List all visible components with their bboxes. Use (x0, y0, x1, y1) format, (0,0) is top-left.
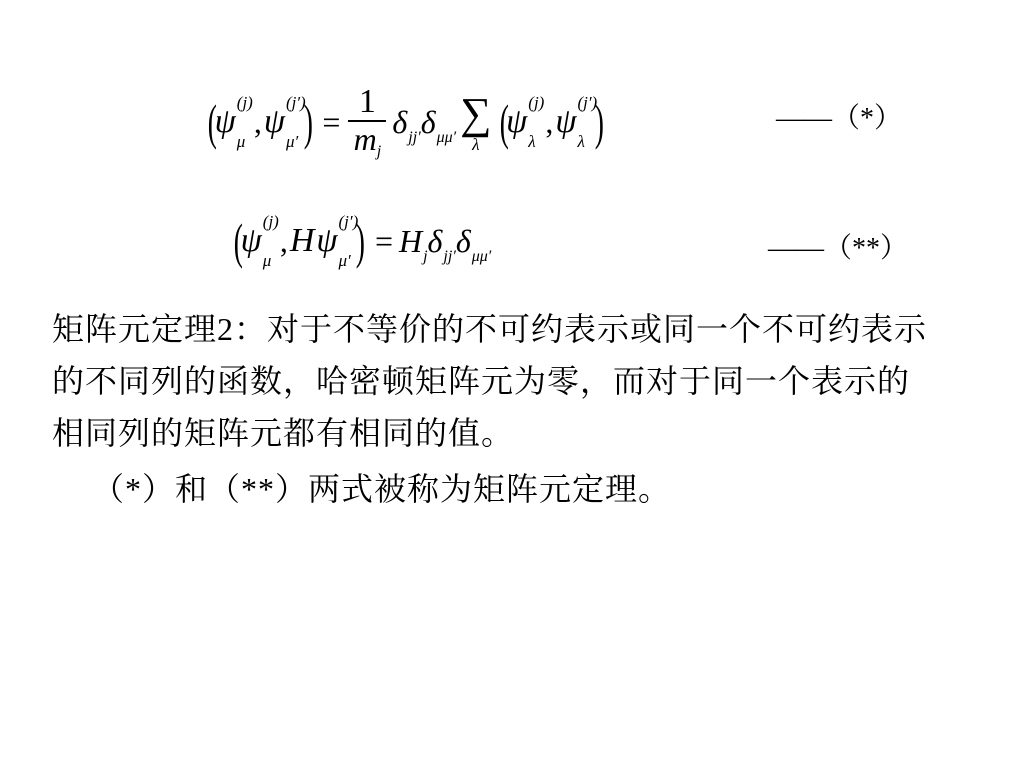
right-paren: ) (594, 94, 605, 150)
subscript: μ (236, 132, 246, 151)
summation (460, 88, 492, 154)
delta-symbol: δ (427, 223, 443, 259)
comma: , (279, 222, 288, 259)
subscript: μ′ (338, 251, 351, 270)
psi-symbol: ψ (240, 222, 262, 259)
superscript: (j) (528, 93, 545, 112)
psi-lambda-jp (555, 93, 598, 151)
equation-tag-star: ——（*） (776, 103, 903, 134)
psi-mup-jp (263, 93, 306, 151)
subscript: λ (528, 132, 536, 151)
h-psi-mup-jp (289, 212, 359, 270)
delta-jjp (392, 104, 421, 146)
theorem-line: 相同列的矩阵元都有相同的值。 (52, 415, 515, 451)
m-symbol: m (353, 121, 377, 158)
summation-index: λ (472, 134, 480, 154)
right-paren: ) (303, 94, 313, 150)
subscript: μ′ (285, 132, 299, 151)
theorem-paragraph (52, 303, 992, 459)
subscript: μ (262, 251, 272, 270)
comma: , (253, 103, 262, 140)
theorem-line: 的不同列的函数，哈密顿矩阵元为零，而对于同一个表示的 (52, 363, 911, 399)
superscript: (j) (262, 212, 279, 231)
equals-sign: = (322, 103, 341, 140)
hamiltonian-symbol: H (398, 223, 423, 259)
delta-symbol: δ (455, 223, 471, 259)
equals-sign: = (374, 222, 393, 259)
superscript: (j) (236, 93, 253, 112)
psi-symbol: ψ (214, 103, 236, 140)
equation-double-star (230, 210, 491, 272)
left-paren: ( (207, 94, 217, 150)
theorem-line: 矩阵元定理2：对于不等价的不可约表示或同一个不可约表示 (52, 311, 928, 347)
superscript: (j′) (577, 93, 598, 112)
fraction-denominator (354, 122, 382, 161)
equation-tag-double-star: ——（**） (768, 233, 909, 264)
fraction-numerator: 1 (358, 83, 376, 120)
psi-mu-j (240, 212, 279, 270)
fraction (348, 83, 386, 161)
subscript: jj′ (443, 248, 456, 265)
psi-symbol: ψ (263, 103, 285, 140)
equation-star (204, 72, 608, 172)
h-j (398, 223, 428, 265)
right-paren: ) (356, 213, 366, 269)
psi-lambda-j (506, 93, 545, 151)
psi-mu-j (214, 93, 253, 151)
superscript: (j′) (285, 93, 306, 112)
theorem-note (92, 463, 1024, 515)
subscript: μμ′ (436, 129, 457, 146)
subscript: λ (577, 132, 585, 151)
comma: , (545, 103, 554, 140)
left-paren: ( (233, 213, 243, 269)
psi-symbol: ψ (555, 103, 577, 140)
subscript: j (376, 143, 382, 161)
delta-symbol: δ (392, 104, 408, 140)
psi-symbol: ψ (506, 103, 528, 140)
left-paren: ( (499, 94, 509, 150)
subscript: j (423, 248, 428, 265)
note-text: （*）和（**）两式被称为矩阵元定理。 (92, 471, 672, 507)
psi-symbol: ψ (316, 222, 338, 259)
hamiltonian-symbol: H (289, 222, 315, 259)
delta-mumup (455, 223, 492, 265)
subscript: jj′ (408, 129, 421, 146)
sigma-symbol: ∑ (460, 88, 492, 138)
superscript: (j′) (338, 212, 359, 231)
delta-mumup (420, 104, 457, 146)
subscript: μμ′ (471, 248, 492, 265)
delta-jjp (427, 223, 456, 265)
delta-symbol: δ (420, 104, 436, 140)
